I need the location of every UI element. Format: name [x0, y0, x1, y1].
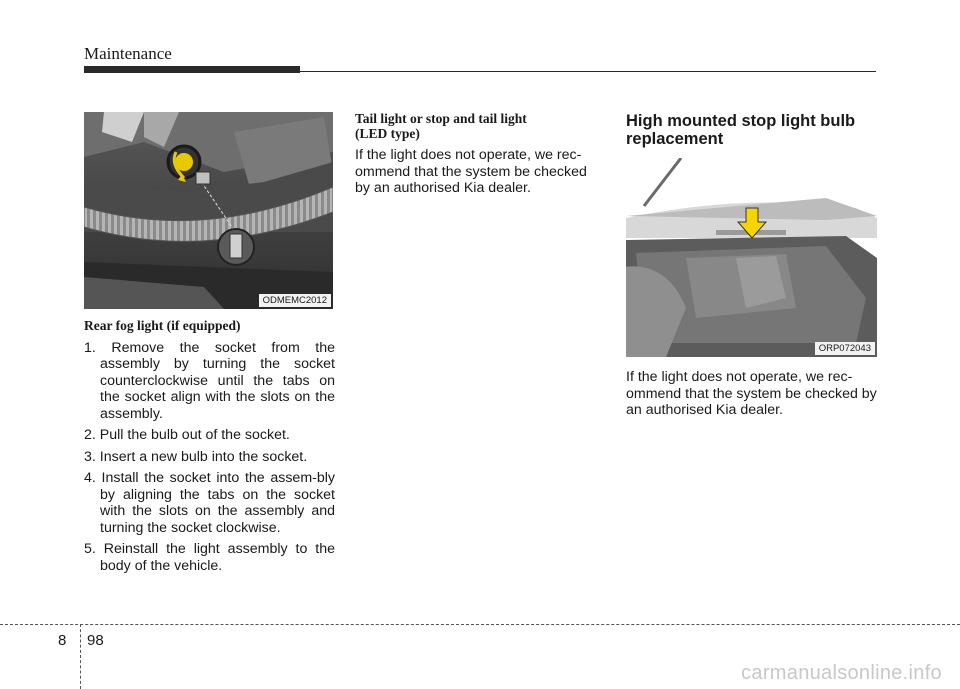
- header-rule: [300, 71, 876, 72]
- header-bar: [84, 66, 300, 73]
- instruction-list: [84, 340, 335, 575]
- footer-divider: [80, 624, 81, 689]
- section-number: 8: [58, 632, 67, 649]
- watermark: carmanualsonline.info: [741, 662, 942, 684]
- column-2: [355, 112, 605, 197]
- rear-fog-light-photo: [84, 112, 333, 309]
- high-mounted-stop-light-photo: [626, 158, 877, 357]
- column-1: [84, 112, 335, 579]
- body-paragraph: If the light does not operate, we rec-ommend that the system be checked by an authorised Kia dealer.: [626, 369, 877, 418]
- column-3: [626, 112, 877, 419]
- image-caption: ODMEMC2012: [259, 294, 331, 307]
- body-paragraph: If the light does not operate, we rec-ommend that the system be checked by an authorised Kia dealer.: [355, 147, 587, 196]
- instruction-step: 1. Remove the socket from the assembly by turning the socket counterclockwise until the tabs on the socket align with the slots on the assembly.: [84, 339, 335, 422]
- section-heading: High mounted stop light bulb replacement: [626, 112, 856, 148]
- page-number: 98: [87, 632, 104, 649]
- rear-hatch-illustration: [626, 158, 877, 357]
- rear-fog-light-illustration: [84, 112, 333, 309]
- section-heading: Tail light or stop and tail light (LED type): [355, 111, 527, 141]
- instruction-step: 4. Install the socket into the assem-bly by aligning the tabs on the socket with the slots on the assembly and turning the socket clockwise.: [84, 470, 335, 536]
- image-caption: ORP072043: [815, 342, 875, 355]
- section-heading: Rear fog light (if equipped): [84, 318, 241, 333]
- instruction-step: 5. Reinstall the light assembly to the body of the vehicle.: [84, 541, 335, 574]
- instruction-step: 2. Pull the bulb out of the socket.: [84, 427, 290, 443]
- header-title: Maintenance: [84, 44, 172, 63]
- footer-rule: [0, 624, 960, 625]
- instruction-step: 3. Insert a new bulb into the socket.: [84, 448, 308, 465]
